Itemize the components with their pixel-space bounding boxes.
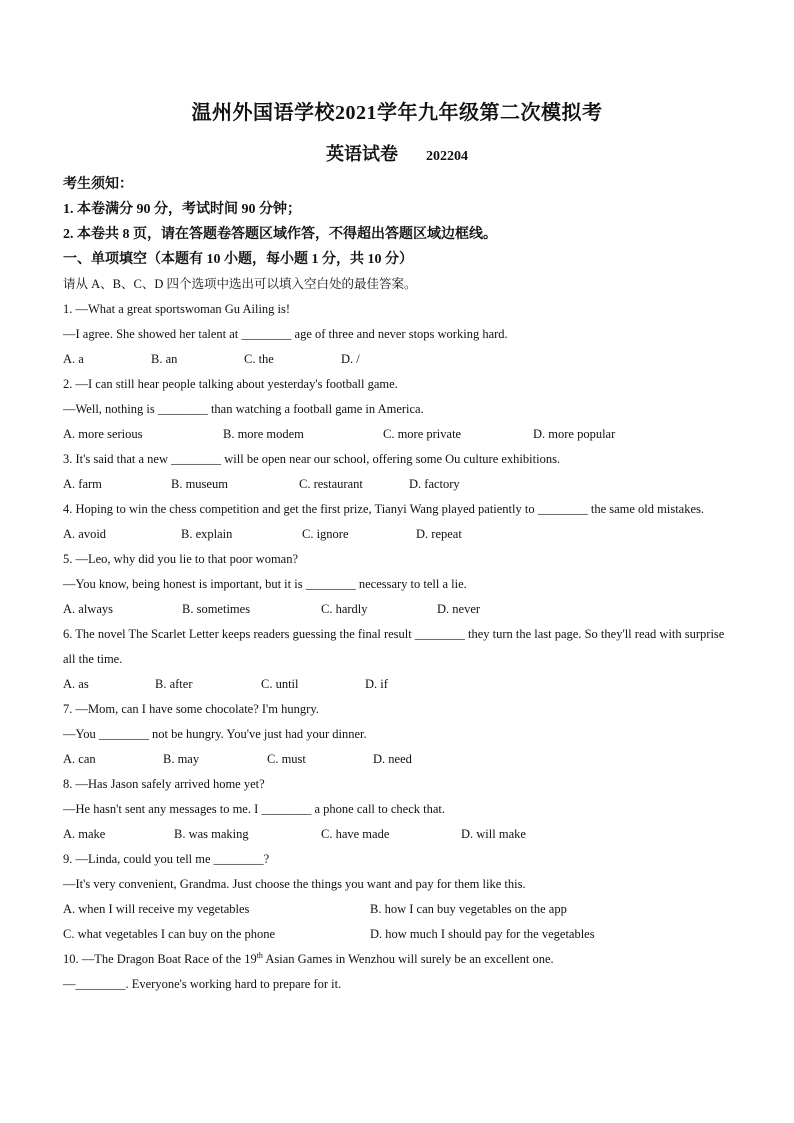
question-line: —You ________ not be hungry. You've just had your dinner. xyxy=(63,727,367,741)
option-d: D. how much I should pay for the vegetables xyxy=(370,927,595,941)
option-b: B. may xyxy=(163,752,200,766)
option-c: C. restaurant xyxy=(299,477,363,491)
question-line: 7. —Mom, can I have some chocolate? I'm hungry. xyxy=(63,702,319,716)
options-row xyxy=(63,672,735,697)
options-row xyxy=(63,822,735,847)
options-row xyxy=(63,597,735,622)
option-b: B. explain xyxy=(181,527,233,541)
option-a: A. avoid xyxy=(63,527,107,541)
option-c: C. until xyxy=(261,677,299,691)
question-line: —________. Everyone's working hard to prepare for it. xyxy=(63,977,342,991)
options-row xyxy=(63,422,735,447)
option-c: C. more private xyxy=(383,427,462,441)
question-line: 2. —I can still hear people talking about yesterday's football game. xyxy=(63,377,398,391)
q10-text-start: 10. —The Dragon Boat Race of the 19 xyxy=(63,952,257,966)
option-a: A. more serious xyxy=(63,427,143,441)
option-d: D. factory xyxy=(409,477,460,491)
option-c: C. hardly xyxy=(321,602,368,616)
option-a: A. farm xyxy=(63,477,102,491)
question-line: —He hasn't sent any messages to me. I ________ a phone call to check that. xyxy=(63,802,446,816)
option-c: C. ignore xyxy=(302,527,349,541)
question-line xyxy=(63,947,735,972)
question-line: 9. —Linda, could you tell me ________? xyxy=(63,852,270,866)
option-d: D. never xyxy=(437,602,481,616)
option-d: D. more popular xyxy=(533,427,616,441)
question-line: 8. —Has Jason safely arrived home yet? xyxy=(63,777,265,791)
options-row xyxy=(63,522,735,547)
option-c: C. must xyxy=(267,752,306,766)
option-b: B. an xyxy=(151,352,178,366)
question-line: 1. —What a great sportswoman Gu Ailing is! xyxy=(63,302,291,316)
notice-item-2: 2. 本卷共 8 页，请在答题卷答题区域作答，不得超出答题区域边框线。 xyxy=(63,227,497,242)
options-row xyxy=(63,347,735,372)
option-b: B. more modem xyxy=(223,427,304,441)
options-row xyxy=(63,922,735,947)
option-b: B. sometimes xyxy=(182,602,251,616)
option-b: B. museum xyxy=(171,477,228,491)
exam-content xyxy=(63,172,735,997)
q10-text-end: Asian Games in Wenzhou will surely be an excellent one. xyxy=(262,952,554,966)
question-7 xyxy=(63,697,735,772)
question-line: 4. Hoping to win the chess competition and get the first prize, Tianyi Wang played patiently to ________ the same old mistakes. xyxy=(63,502,705,516)
exam-title: 温州外国语学校2021学年九年级第二次模拟考 xyxy=(191,102,603,124)
option-d: D. need xyxy=(373,752,412,766)
section-instruction: 请从 A、B、C、D 四个选项中选出可以填入空白处的最佳答案。 xyxy=(63,277,417,291)
subject-label: 英语试卷 xyxy=(326,144,398,164)
option-a: A. make xyxy=(63,827,106,841)
question-8 xyxy=(63,772,735,847)
option-b: B. after xyxy=(155,677,193,691)
question-line: —I agree. She showed her talent at ________ age of three and never stops working hard. xyxy=(63,327,508,341)
option-a: A. always xyxy=(63,602,113,616)
question-5 xyxy=(63,547,735,622)
question-line: —It's very convenient, Grandma. Just choose the things you want and pay for them like this. xyxy=(63,877,526,891)
exam-code: 202204 xyxy=(426,149,468,164)
question-line: 6. The novel The Scarlet Letter keeps readers guessing the final result ________ they turn the last page. So they'll read with surprise all the time. xyxy=(63,627,725,666)
option-a: A. as xyxy=(63,677,89,691)
option-d: D. will make xyxy=(461,827,526,841)
q10-ordinal-suffix: th xyxy=(256,950,263,960)
options-row xyxy=(63,747,735,772)
question-10 xyxy=(63,947,735,997)
question-6 xyxy=(63,622,735,697)
options-row xyxy=(63,472,735,497)
question-line: —Well, nothing is ________ than watching a football game in America. xyxy=(63,402,424,416)
notice-item-1: 1. 本卷满分 90 分，考试时间 90 分钟； xyxy=(63,202,301,217)
option-d: D. / xyxy=(341,352,360,366)
option-c: C. what vegetables I can buy on the phone xyxy=(63,927,276,941)
question-line: 5. —Leo, why did you lie to that poor woman? xyxy=(63,552,299,566)
question-2 xyxy=(63,372,735,447)
question-4 xyxy=(63,497,735,547)
exam-subtitle xyxy=(0,140,794,166)
option-a: A. when I will receive my vegetables xyxy=(63,902,250,916)
question-line: 3. It's said that a new ________ will be open near our school, offering some Ou culture exhibitions. xyxy=(63,452,561,466)
option-a: A. can xyxy=(63,752,96,766)
option-d: D. if xyxy=(365,677,388,691)
option-b: B. was making xyxy=(174,827,249,841)
options-row xyxy=(63,897,735,922)
notice-heading: 考生须知： xyxy=(63,177,133,192)
option-a: A. a xyxy=(63,352,84,366)
option-c: C. the xyxy=(244,352,274,366)
question-9 xyxy=(63,847,735,947)
option-d: D. repeat xyxy=(416,527,462,541)
question-1 xyxy=(63,297,735,372)
question-3 xyxy=(63,447,735,497)
option-b: B. how I can buy vegetables on the app xyxy=(370,902,567,916)
option-c: C. have made xyxy=(321,827,390,841)
section-heading: 一、单项填空（本题有 10 小题，每小题 1 分，共 10 分） xyxy=(63,252,413,267)
question-line: —You know, being honest is important, but it is ________ necessary to tell a lie. xyxy=(63,577,467,591)
